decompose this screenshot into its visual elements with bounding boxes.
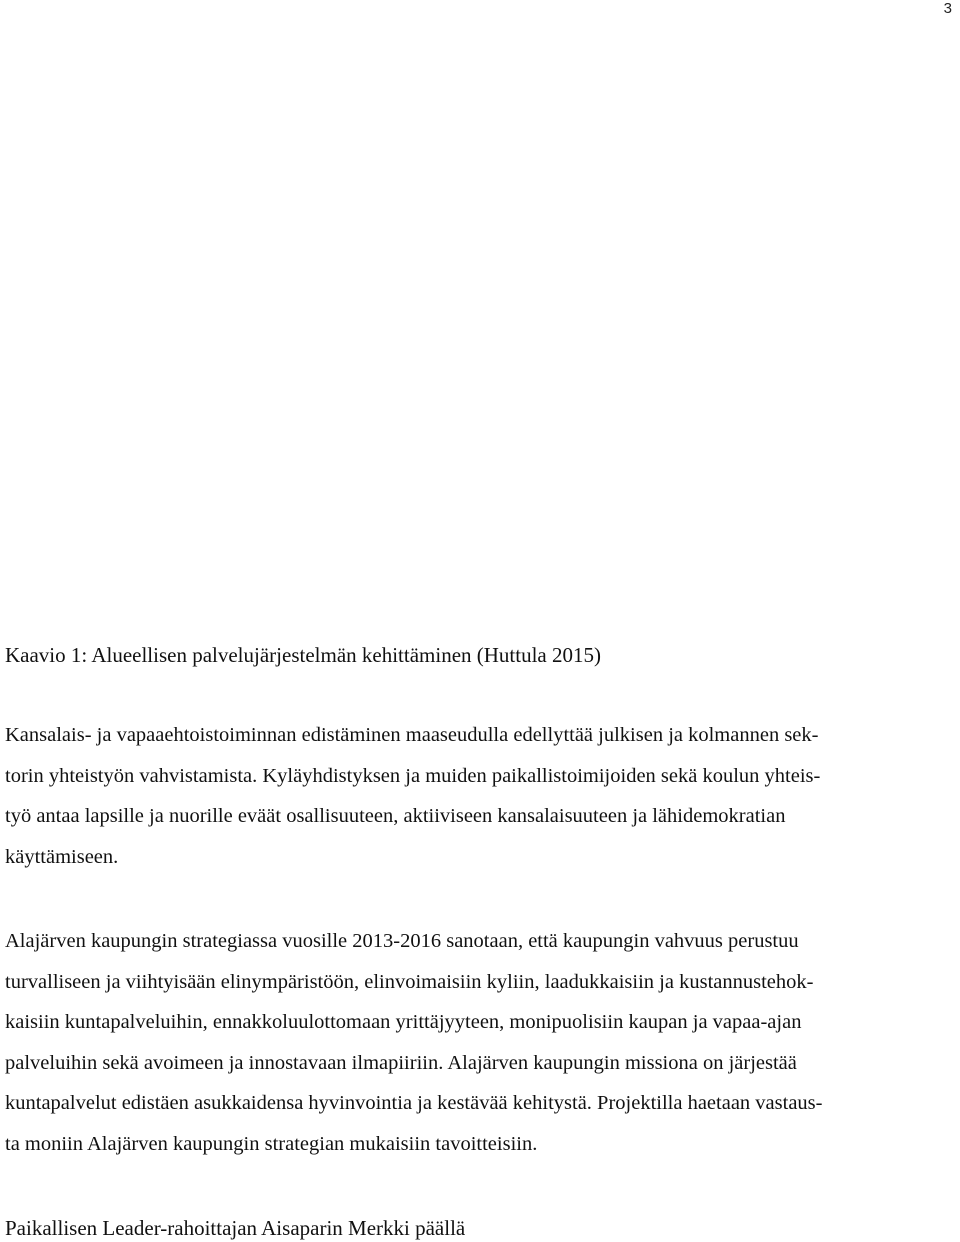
paragraph-line: Alajärven kaupungin strategiassa vuosille 2013-2016 sanotaan, että kaupungin vahvuus perustuu — [5, 930, 799, 952]
paragraph-civic-activity — [5, 715, 820, 877]
paragraph-line: kaisiin kuntapalveluihin, ennakkoluulottomaan yrittäjyyteen, monipuolisiin kaupan ja vapaa-ajan — [5, 1011, 802, 1033]
page-number: 3 — [943, 0, 952, 17]
paragraph-line: Kansalais- ja vapaaehtoistoiminnan edistäminen maaseudulla edellyttää julkisen ja kolmannen sek- — [5, 724, 819, 746]
figure-caption: Kaavio 1: Alueellisen palvelujärjestelmän kehittäminen (Huttula 2015) — [5, 643, 601, 667]
paragraph-line: käyttämiseen. — [5, 845, 119, 868]
paragraph-line: turvalliseen ja viihtyisään elinympäristöön, elinvoimaisiin kyliin, laadukkaisiin ja kustannustehok- — [5, 970, 814, 993]
paragraph-line: kuntapalvelut edistäen asukkaidensa hyvinvointia ja kestävää kehitystä. Projektilla haetaan vastaus- — [5, 1092, 823, 1114]
paragraph-leader-funding: Paikallisen Leader-rahoittajan Aisaparin Merkki päällä — [5, 1216, 466, 1240]
paragraph-line: työ antaa lapsille ja nuorille eväät osallisuuteen, aktiiviseen kansalaisuuteen ja lähidemokratian — [5, 805, 786, 827]
paragraph-line: torin yhteistyön vahvistamista. Kyläyhdistyksen ja muiden paikallistoimijoiden sekä koulun yhteis- — [5, 764, 821, 787]
paragraph-line: palveluihin sekä avoimeen ja innostavaan ilmapiiriin. Alajärven kaupungin missiona on järjestää — [5, 1051, 797, 1074]
paragraph-line: ta moniin Alajärven kaupungin strategian mukaisiin tavoitteisiin. — [5, 1132, 538, 1155]
paragraph-city-strategy — [5, 921, 822, 1164]
